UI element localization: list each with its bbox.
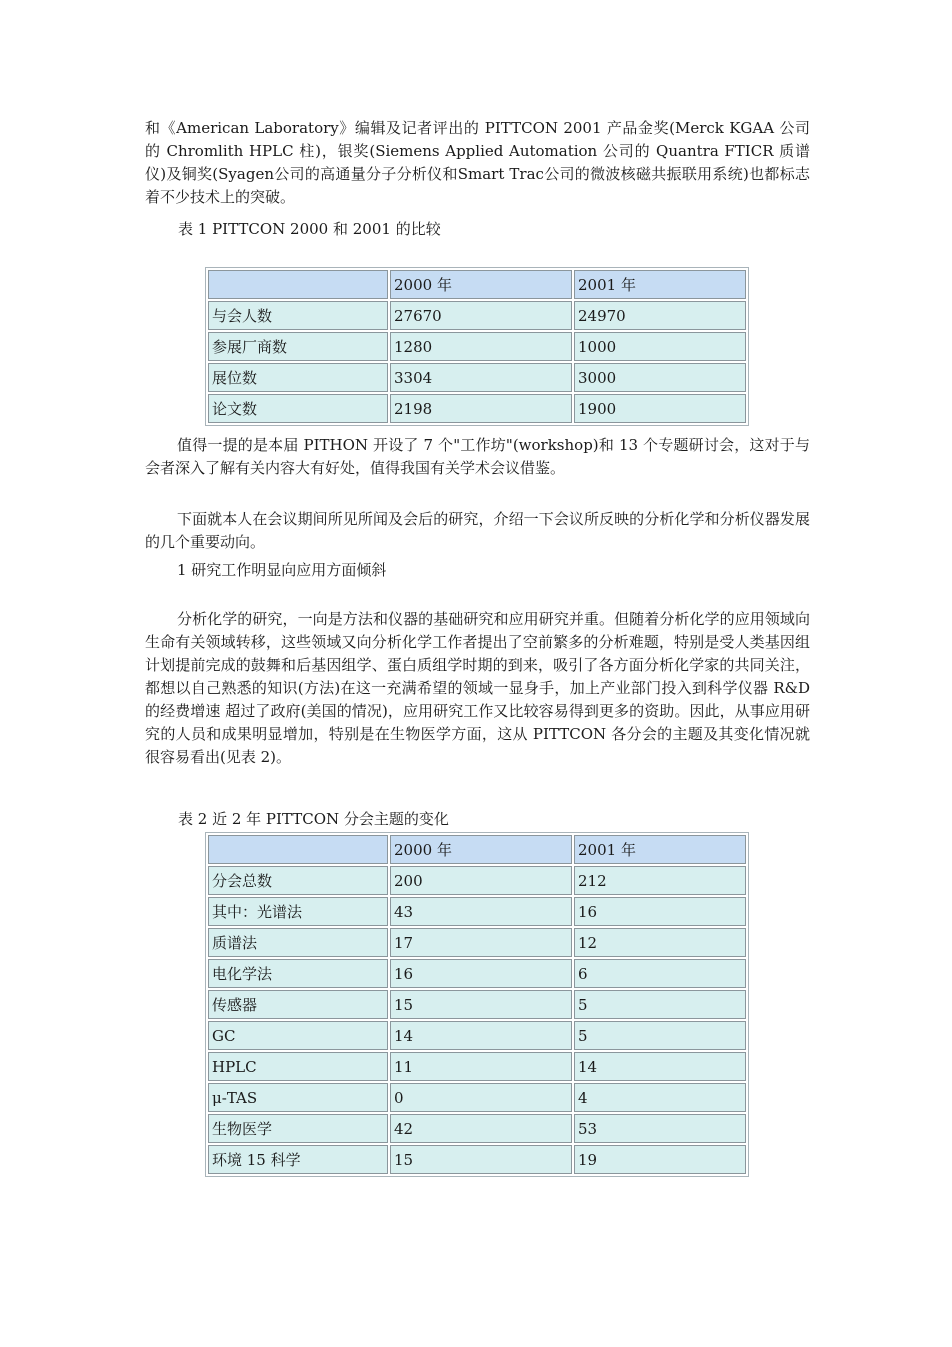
table-cell: 5 [574,1021,746,1050]
table-cell: 17 [390,928,572,957]
table-cell: 论文数 [208,394,388,423]
table-row [208,1083,746,1112]
table-row [208,928,746,957]
table-cell: 11 [390,1052,572,1081]
table1-comparison [205,267,749,426]
table-row [208,301,746,330]
trends-paragraph: 下面就本人在会议期间所见所闻及会后的研究，介绍一下会议所反映的分析化学和分析仪器发展的几个重要动向。 [145,510,810,551]
table-cell: 展位数 [208,363,388,392]
table-cell: 27670 [390,301,572,330]
table1-header-cell: 2001 年 [574,270,746,299]
table-cell: 5 [574,990,746,1019]
section-heading: 1 研究工作明显向应用方面倾斜 [177,561,387,579]
table2-header-cell: 2000 年 [390,835,572,864]
table-cell: 15 [390,990,572,1019]
table-cell: 电化学法 [208,959,388,988]
table-cell: 24970 [574,301,746,330]
table-row [208,866,746,895]
table1-caption: 表 1 PITTCON 2000 和 2001 的比较 [178,220,441,238]
table-cell: 6 [574,959,746,988]
table-cell: 1900 [574,394,746,423]
table-cell: μ-TAS [208,1083,388,1112]
table-cell: 16 [574,897,746,926]
table-cell: 质谱法 [208,928,388,957]
table-row [208,1114,746,1143]
table-cell: 参展厂商数 [208,332,388,361]
table-cell: 16 [390,959,572,988]
table2-caption: 表 2 近 2 年 PITTCON 分会主题的变化 [178,810,449,828]
table-cell: 传感器 [208,990,388,1019]
table-cell: 14 [574,1052,746,1081]
table-cell: 分会总数 [208,866,388,895]
table-row [208,897,746,926]
table1-header-cell [208,270,388,299]
table-row [208,1145,746,1174]
table-cell: GC [208,1021,388,1050]
table-cell: 1280 [390,332,572,361]
table-cell: 1000 [574,332,746,361]
table-cell: 与会人数 [208,301,388,330]
table-row [208,1021,746,1050]
table-row [208,990,746,1019]
research-paragraph: 分析化学的研究，一向是方法和仪器的基础研究和应用研究并重。但随着分析化学的应用领域向生命有关领域转移，这些领域又向分析化学工作者提出了空前繁多的分析难题，特别是受人类基因组计划提前完成的鼓舞和后基因组学、蛋白质组学时期的到来，吸引了各方面分析化学家的共同关注，都想以自己熟悉的知识(方法)在这一充满希望的领域一显身手，加上产业部门投入到科学仪器 R&D 的经费增速 超过了政府(美国的情况)，应用研究工作又比较容易得到更多的资助。因此，从事应用研究的人员和成果明显增加，特别是在生物医学方面，这从 PITTCON 各分会的主题及其变化情况就很容易看出(见表 2)。 [145,610,810,766]
table-cell: 14 [390,1021,572,1050]
table-cell: 212 [574,866,746,895]
table-row [208,363,746,392]
table-cell: 19 [574,1145,746,1174]
table1-header-row [208,270,746,299]
table-cell: 4 [574,1083,746,1112]
table-cell: 生物医学 [208,1114,388,1143]
table-row [208,1052,746,1081]
table-row [208,332,746,361]
table-cell: 环境 15 科学 [208,1145,388,1174]
table-cell: 15 [390,1145,572,1174]
table-cell: 53 [574,1114,746,1143]
table-cell: 其中：光谱法 [208,897,388,926]
table-cell: 42 [390,1114,572,1143]
table2-header-cell [208,835,388,864]
table-cell: 3000 [574,363,746,392]
table-cell: 12 [574,928,746,957]
intro-paragraph: 和《American Laboratory》编辑及记者评出的 PITTCON 2001 产品金奖(Merck KGAA 公司的 Chromlith HPLC 柱)，银奖(Siemens Applied Automation 公司的 Quantra FTICR 质谱仪)及铜奖(Syagen公司的高通量分子分析仪和Smart Trac公司的微波核磁共振联用系统)也都标志着不少技术上的突破。 [145,119,810,206]
table-cell: HPLC [208,1052,388,1081]
workshop-paragraph: 值得一提的是本届 PITHON 开设了 7 个"工作坊"(workshop)和 13 个专题研讨会，这对于与会者深入了解有关内容大有好处，值得我国有关学术会议借鉴。 [145,436,810,477]
table2-header-cell: 2001 年 [574,835,746,864]
table-cell: 0 [390,1083,572,1112]
table-cell: 3304 [390,363,572,392]
table-cell: 200 [390,866,572,895]
table2-header-row [208,835,746,864]
table-cell: 43 [390,897,572,926]
table2-session-topics [205,832,749,1177]
table-row [208,959,746,988]
table1-header-cell: 2000 年 [390,270,572,299]
table-cell: 2198 [390,394,572,423]
table-row [208,394,746,423]
